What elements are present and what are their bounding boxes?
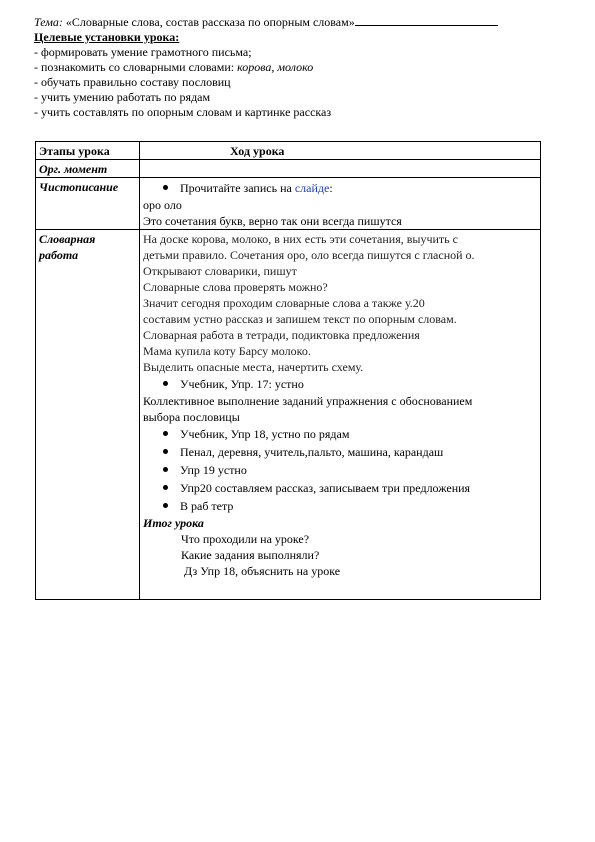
text-line: составим устно рассказ и запишем текст по опорным словам. [143, 312, 457, 326]
stage-slovar: Словарная работа [36, 230, 140, 600]
topic-text: «Словарные слова, состав рассказа по опорным словам» [62, 15, 355, 29]
list-item: Учебник, Упр 18, устно по рядам [143, 425, 537, 443]
list-item: Пенал, деревня, учитель,пальто, машина, карандаш [143, 443, 537, 461]
goal-item: - познакомить со словарными словами: корова, молоко [34, 60, 314, 74]
homework-line: Дз Упр 18, объяснить на уроке [184, 564, 341, 578]
stage-chistopisanie: Чистописание [36, 178, 140, 230]
list-item: Упр 19 устно [143, 461, 537, 479]
question-line: Какие задания выполняли? [181, 548, 320, 562]
topic-underline [355, 14, 498, 26]
goal-item: - учить составлять по опорным словам и картинке рассказ [34, 105, 332, 119]
col-header-stages: Этапы урока [36, 142, 140, 160]
summary-heading: Итог урока [143, 516, 204, 530]
text-line: Это сочетания букв, верно так они всегда пишутся [143, 214, 402, 228]
text-line: Значит сегодня проходим словарные слова а также у.20 [143, 296, 425, 310]
slide-link[interactable]: слайде [294, 181, 330, 195]
table-row [36, 160, 541, 178]
question-line: Что проходили на уроке? [181, 532, 310, 546]
topic-line [34, 14, 544, 30]
goal-item: - обучать правильно составу пословиц [34, 75, 231, 89]
text-line: оро оло [143, 198, 182, 212]
col-header-progress: Ход урока [140, 142, 541, 160]
text-line: Выделить опасные места, начертить схему. [143, 360, 364, 374]
text-line: Открывают словарики, пишут [143, 264, 297, 278]
list-item: В раб тетр [143, 497, 537, 515]
list-item: Учебник, Упр. 17: устно [143, 375, 537, 393]
stage-org: Орг. момент [36, 160, 140, 178]
text-line: На доске корова, молоко, в них есть эти сочетания, выучить с [143, 232, 458, 246]
goals-title: Целевые установки урока: [34, 30, 180, 44]
text-line: Мама купила коту Барсу молоко. [143, 344, 311, 358]
stage-slovar-content [140, 230, 541, 600]
text-line: Словарная работа в тетради, подиктовка предложения [143, 328, 420, 342]
text-line: Коллективное выполнение заданий упражнения с обоснованием [143, 394, 473, 408]
text-line: детьми правило. Сочетания оро, оло всегда пишутся с гласной о. [143, 248, 475, 262]
document-page [34, 14, 544, 120]
goal-item: - учить умению работать по рядам [34, 90, 211, 104]
list-item: Упр20 составляем рассказ, записываем три предложения [143, 479, 537, 497]
table-row [36, 178, 541, 230]
text-line: Словарные слова проверять можно? [143, 280, 328, 294]
goal-item: - формировать умение грамотного письма; [34, 45, 252, 59]
topic-label: Тема: [34, 15, 63, 29]
list-item: Прочитайте запись на слайде: [143, 179, 537, 197]
goal-words: корова, молоко [237, 60, 314, 74]
stage-org-content [140, 160, 541, 178]
text-line: выбора пословицы [143, 410, 240, 424]
table-row [36, 230, 541, 600]
table-header-row [36, 142, 541, 160]
lesson-table [35, 141, 541, 600]
stage-chistopisanie-content [140, 178, 541, 230]
